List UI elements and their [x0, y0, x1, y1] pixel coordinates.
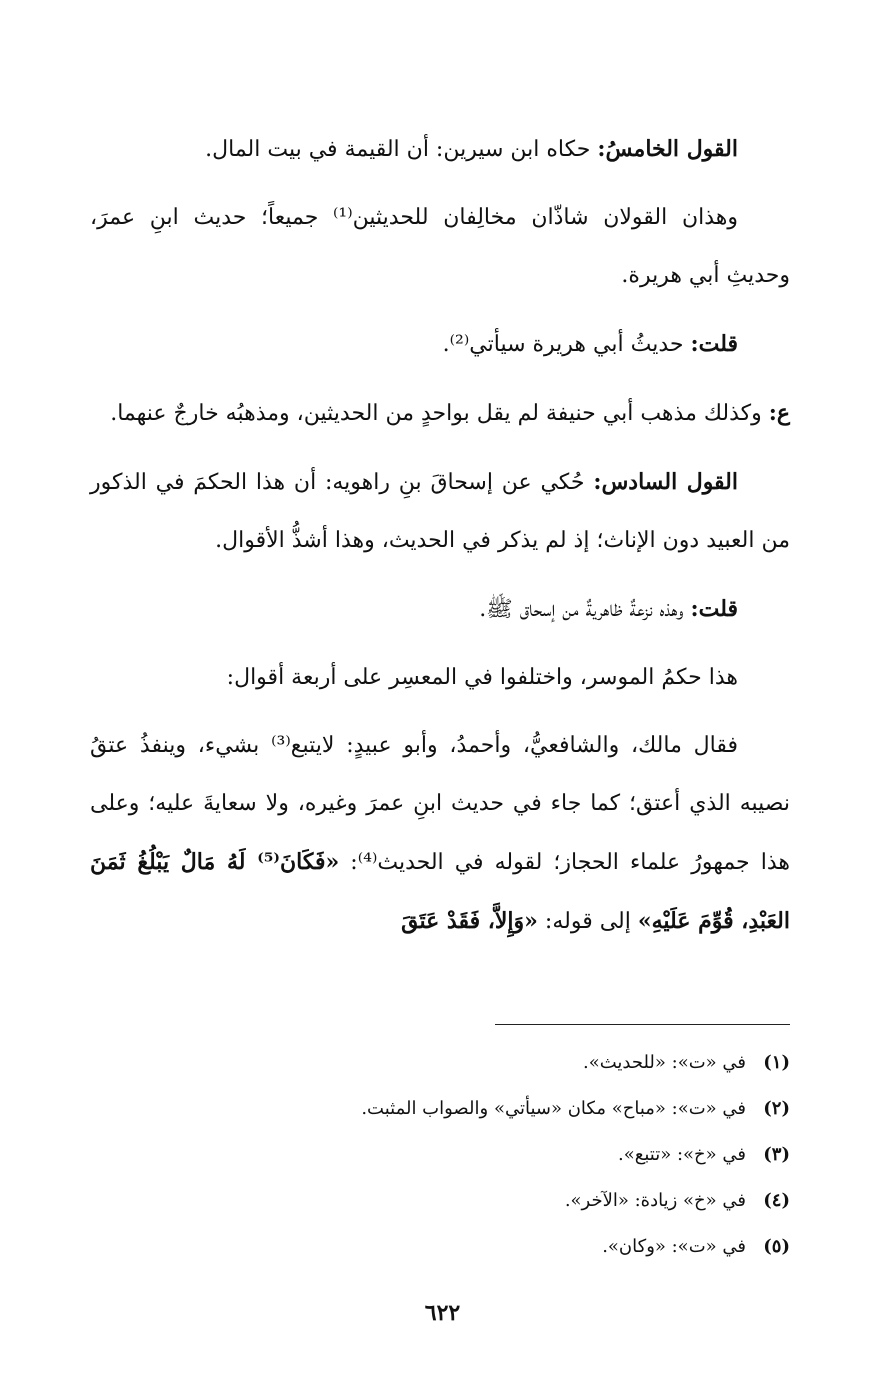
footnote-number: (٣)	[763, 1144, 790, 1165]
footnotes	[90, 1040, 790, 1270]
footnote-text: في «ت»: «للحديث».	[582, 1052, 746, 1073]
paragraph	[90, 384, 790, 443]
footnote	[90, 1040, 790, 1086]
paragraph-text: هذا حكمُ الموسر، واختلفوا في المعسِر على أربعة أقوال:	[226, 665, 738, 690]
footnote-number: (٥)	[763, 1236, 790, 1257]
paragraph-lead: ع:	[768, 400, 790, 426]
paragraph-text: حديثُ أبي هريرة سيأتي⁽²⁾.	[442, 332, 691, 357]
footnote	[90, 1224, 790, 1270]
footnote-number: (٢)	[763, 1098, 790, 1119]
paragraph	[90, 580, 790, 639]
footnote-text: في «خ» زيادة: «الآخر».	[564, 1190, 746, 1211]
footnote-text: في «ت»: «وكان».	[602, 1236, 746, 1257]
paragraph	[90, 717, 790, 951]
paragraph-text: وهذان القولان شاذّان مخالِفان للحديثين⁽¹⁾ جميعاً؛ حديث ابنِ عمرَ، وحديثِ أبي هريرة.	[90, 205, 790, 288]
paragraph-text: فقال مالك، والشافعيُّ، وأحمدُ، وأبو عبيدٍ: لايتبع⁽³⁾ بشيء، وينفذُ عتقُ نصيبه الذي أعتق؛ كما جاء في حديث ابنِ عمرَ وغيره، ولا سعايةَ عليه؛ وعلى هذا جمهورُ علماء الحجاز؛ لقوله في الحديث⁽⁴⁾:	[90, 733, 790, 875]
main-text	[90, 120, 790, 961]
paragraph-text-continued: إلى قوله:	[537, 909, 638, 934]
footnote-separator	[495, 1024, 790, 1025]
paragraph-lead: قلت:	[690, 331, 738, 357]
hadith-quote-continued: «وَإِلاَّ، فَقَدْ عَتَقَ	[401, 908, 538, 934]
footnote-text: في «ت»: «مباح» مكان «سيأتي» والصواب المثبت.	[361, 1098, 746, 1119]
paragraph-text: حُكي عن إسحاقَ بنِ راهويه: أن هذا الحكمَ في الذكور من العبيد دون الإناث؛ إذ لم يذكر في الحديث، وهذا أشذُّ الأقوال.	[90, 470, 790, 553]
paragraph-lead: القول الخامسُ:	[597, 136, 738, 162]
paragraph-text: حكاه ابن سيرين: أن القيمة في بيت المال.	[205, 137, 598, 162]
paragraph	[90, 189, 790, 305]
footnote-text: في «خ»: «تتبع».	[618, 1144, 746, 1165]
footnote-number: (١)	[763, 1052, 790, 1073]
paragraph-text: وهذه نزعةٌ ظاهريةٌ من إسحاق ﷺ.	[479, 597, 691, 622]
hadith-quote: «فَكَانَ⁽⁵⁾ لَهُ مَالٌ يَبْلُغُ ثَمَنَ العَبْدِ، قُوِّمَ عَلَيْهِ»	[90, 849, 790, 934]
footnote	[90, 1086, 790, 1132]
paragraph-text: وكذلك مذهب أبي حنيفة لم يقل بواحدٍ من الحديثين، ومذهبُه خارجٌ عنهما.	[110, 401, 769, 426]
footnote-number: (٤)	[763, 1190, 790, 1211]
paragraph	[90, 649, 790, 707]
paragraph	[90, 315, 790, 374]
paragraph-lead: القول السادس:	[593, 469, 738, 495]
footnote	[90, 1178, 790, 1224]
paragraph	[90, 120, 790, 179]
page-number: ٦٢٢	[424, 1300, 461, 1326]
footnote	[90, 1132, 790, 1178]
paragraph-lead: قلت:	[690, 596, 738, 622]
paragraph	[90, 453, 790, 570]
